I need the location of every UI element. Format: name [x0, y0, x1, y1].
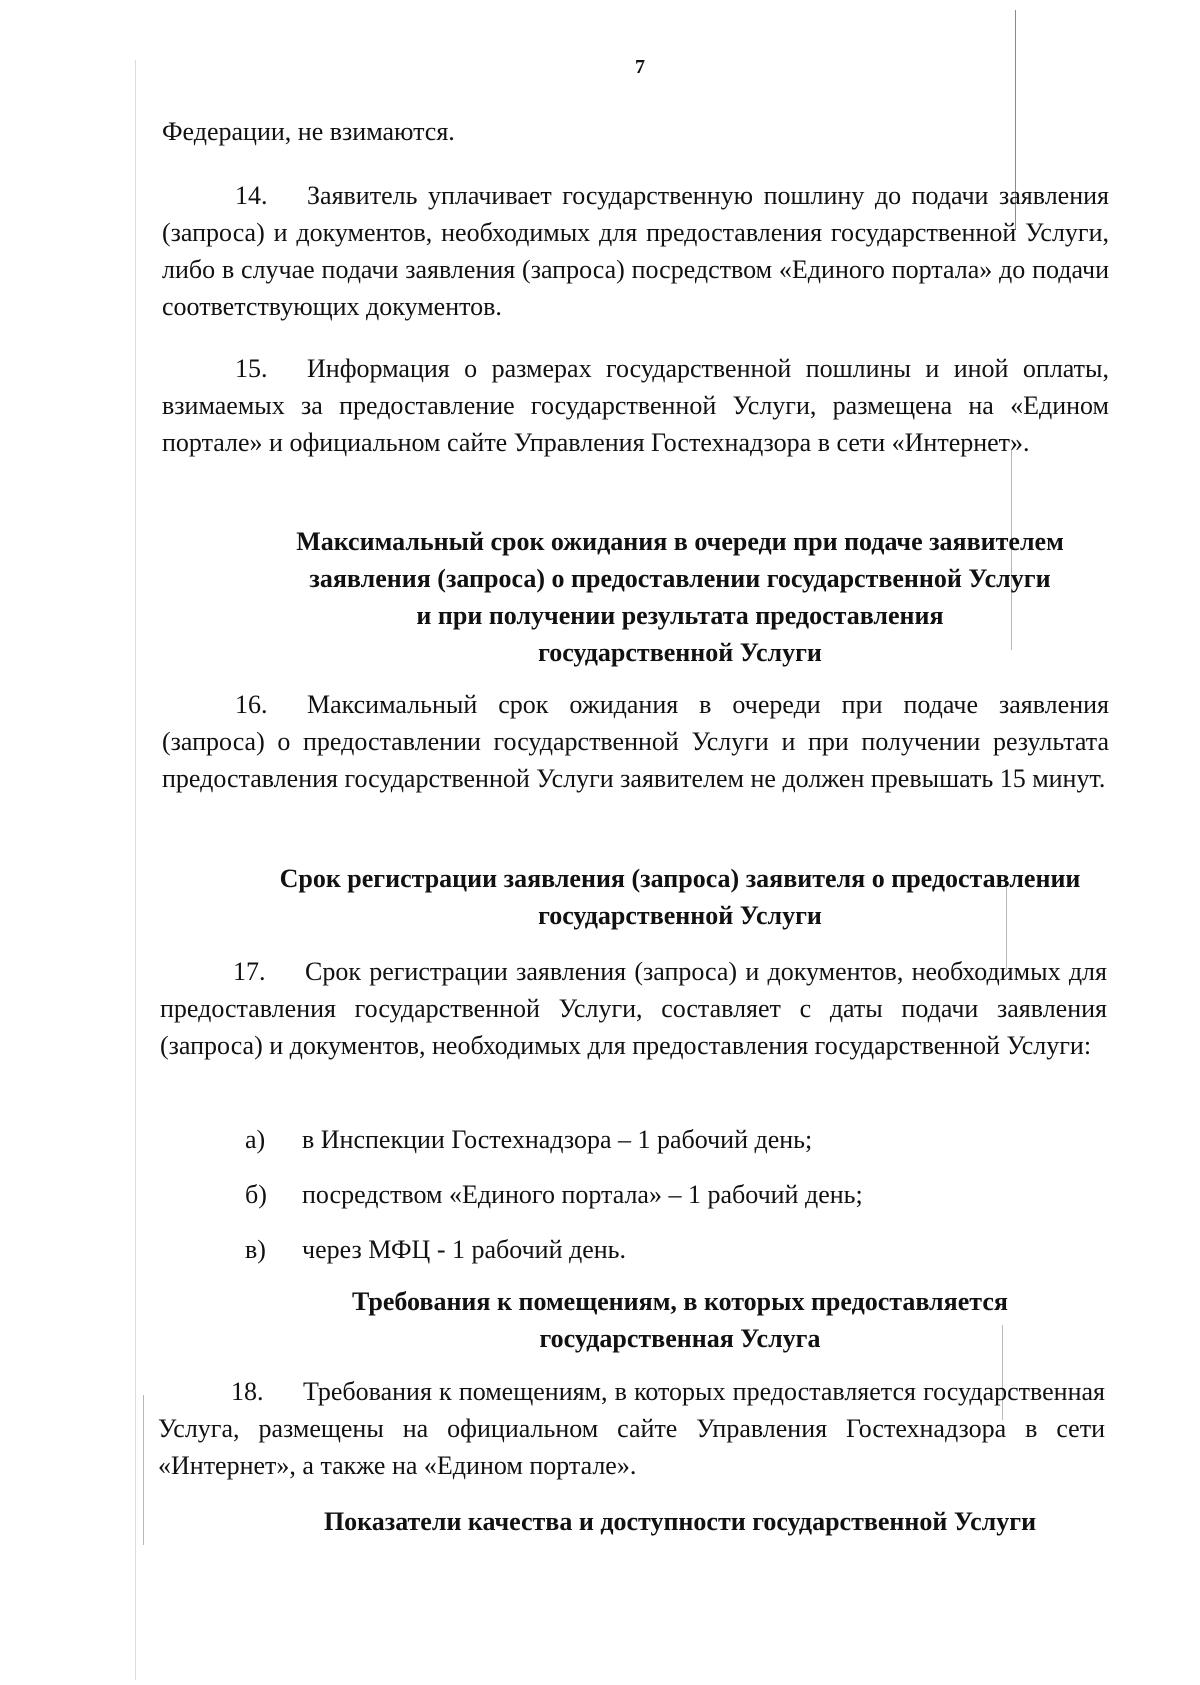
heading-quality — [150, 1503, 1200, 1540]
heading-waiting-time — [150, 523, 1200, 671]
heading-registration-time — [150, 860, 1200, 934]
list-marker: а) — [245, 1125, 266, 1154]
heading-line: Показатели качества и доступности государственной Услуги — [323, 1507, 1037, 1536]
heading-line: государственной Услуги — [538, 638, 822, 667]
paragraph-text: Информация о размерах государственной пошлины и иной оплаты, взимаемых за предоставление государственной Услуги, размещена на «Едином портале» и официальном сайте Управления Гостехнадзора в сети «Интернет». — [162, 354, 1109, 457]
page-number: 7 — [635, 56, 645, 78]
paragraph-16 — [162, 686, 1109, 797]
heading-premises — [150, 1283, 1200, 1357]
heading-line: Максимальный срок ожидания в очереди при подаче заявителем — [296, 527, 1064, 556]
paragraph-17 — [160, 953, 1107, 1064]
list-item — [245, 1232, 1105, 1287]
list-item-text: в Инспекции Гостехнадзора – 1 рабочий день; — [302, 1125, 813, 1154]
heading-line: и при получении результата предоставления — [416, 601, 944, 630]
scan-artifact-line — [143, 1395, 144, 1545]
list-marker: в) — [245, 1235, 266, 1264]
paragraph-number: 16. — [235, 690, 268, 719]
paragraph-18 — [158, 1373, 1105, 1484]
list-item — [245, 1122, 1105, 1177]
paragraph-text: Максимальный срок ожидания в очереди при подаче заявления (запроса) о предоставлении государственной Услуги и при получении результата предоставления государственной Услуги заявителем не должен превышать 15 минут. — [162, 690, 1109, 793]
paragraph-text: Срок регистрации заявления (запроса) и документов, необходимых для предоставления государственной Услуги, составляет с даты подачи заявления (запроса) и документов, необходимых для предоставления государственной Услуги: — [160, 957, 1107, 1060]
list-item-text: посредством «Единого портала» – 1 рабочий день; — [302, 1180, 863, 1209]
paragraph-14 — [162, 177, 1109, 325]
paragraph-text: Заявитель уплачивает государственную пошлину до подачи заявления (запроса) и документов, необходимых для предоставления государственной Услуги, либо в случае подачи заявления (запроса) посредством «Единого портала» до подачи соответствующих документов. — [162, 181, 1109, 321]
list-marker: б) — [245, 1180, 267, 1209]
paragraph-number: 17. — [233, 957, 266, 986]
heading-line: Срок регистрации заявления (запроса) заявителя о предоставлении — [279, 864, 1081, 893]
paragraph-15 — [162, 350, 1109, 461]
registration-list — [245, 1122, 1105, 1287]
heading-line: государственной Услуги — [538, 901, 822, 930]
paragraph-text: Требования к помещениям, в которых предоставляется государственная Услуга, размещены на официальном сайте Управления Гостехнадзора в сети «Интернет», а также на «Едином портале». — [158, 1377, 1105, 1480]
list-item — [245, 1177, 1105, 1232]
intro-text: Федерации, не взимаются. — [162, 117, 455, 146]
heading-line: Требования к помещениям, в которых предоставляется — [352, 1287, 1008, 1316]
list-item-text: через МФЦ - 1 рабочий день. — [302, 1235, 627, 1264]
paragraph-number: 15. — [235, 354, 268, 383]
heading-line: заявления (запроса) о предоставлении государственной Услуги — [309, 564, 1051, 593]
paragraph-number: 14. — [235, 181, 268, 210]
heading-line: государственная Услуга — [539, 1324, 821, 1353]
paragraph-number: 18. — [231, 1377, 264, 1406]
scan-artifact-line — [135, 60, 136, 1680]
